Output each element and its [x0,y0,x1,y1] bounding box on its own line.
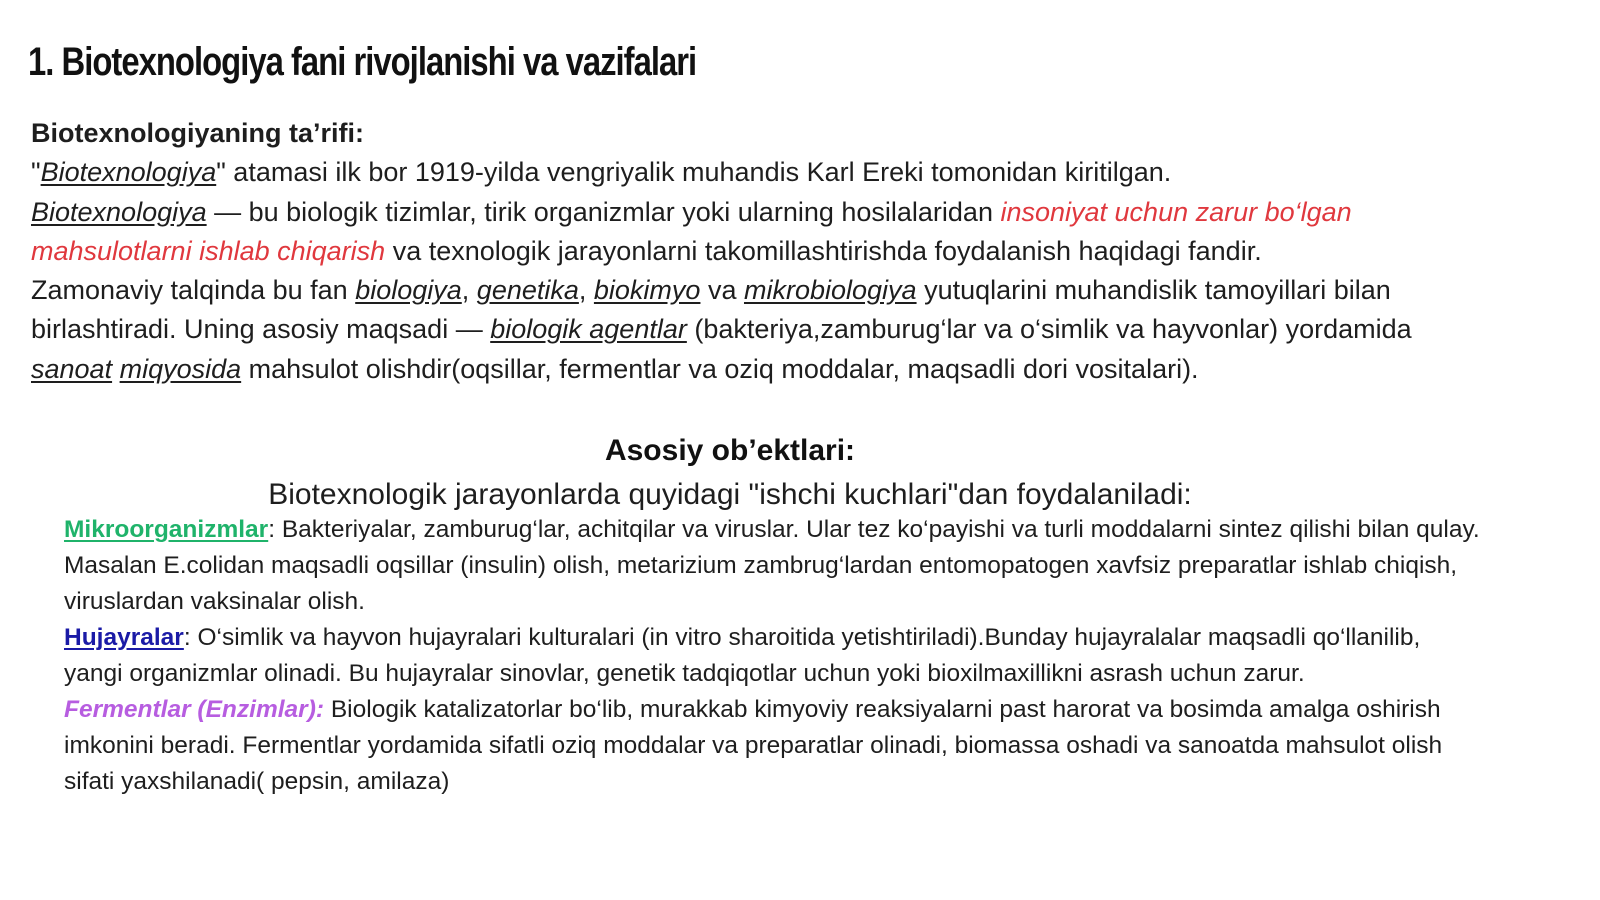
term-miqyosida: miqyosida [119,353,242,384]
object-description: Biologik katalizatorlar bo‘lib, murakkab kimyoviy reaksiyalarni past harorat va bosimda amalga oshirish imkonini beradi. Fermentlar yordamida sifatli oziq moddalar va preparatlar olinadi, biomassa oshadi va sanoatda mahsulot olish sifati yaxshilanadi( pepsin, amilaza) [64,696,1443,795]
definition-text: mahsulot olishdir(oqsillar, fermentlar va oziq moddalar, maqsadli dori vositalari). [241,353,1199,384]
definition-paragraph-1 [31,153,1476,192]
separator: va [700,275,744,306]
term-sanoat: sanoat [31,353,113,384]
list-item [64,620,1484,692]
term-biokimyo: biokimyo [593,275,701,306]
definition-text: " atamasi ilk bor 1919-yilda vengriyalik muhandis Karl Ereki tomonidan kiritilgan. [216,157,1172,188]
list-item [64,692,1484,800]
definition-text: (bakteriya,zamburug‘lar va o‘simlik va hayvonlar) yordamida [686,314,1412,345]
separator: , [461,275,477,306]
definition-text: va texnologik jarayonlarni takomillashtirishda foydalanish haqidagi fandir. [385,235,1262,266]
separator: , [578,275,594,306]
term-mikrobiologiya: mikrobiologiya [743,275,917,306]
definition-text: yutuqlarini muhandislik tamoyillari bilan birlashtiradi. Uning asosiy maqsadi — [31,275,1391,345]
term-biologiya: biologiya [355,275,462,306]
separator [112,354,120,384]
slide-title: 1. Biotexnologiya fani rivojlanishi va vazifalari [28,40,697,84]
objects-intro: Biotexnologik jarayonlarda quyidagi "ishchi kuchlari"dan foydalaniladi: [268,478,1192,511]
definition-text: Zamonaviy talqinda bu fan [31,275,356,306]
objects-list [64,512,1484,800]
definition-paragraph-2 [31,193,1476,272]
definition-heading: Biotexnologiyaning ta’rifi: [31,118,365,148]
object-description: : O‘simlik va hayvon hujayralari kulturalari (in vitro sharoitida yetishtiriladi).Bunday hujayralalar maqsadli qo‘llanilib, yangi organizmlar olinadi. Bu hujayralar sinovlar, genetik tadqiqotlar uchun yoki bioxilmaxillikni asrash uchun zarur. [64,624,1421,687]
term-mikroorganizmlar: Mikroorganizmlar [64,516,269,543]
list-item [64,512,1484,620]
term-hujayralar: Hujayralar [64,624,184,651]
object-description: : Bakteriyalar, zamburug‘lar, achitqilar va viruslar. Ular tez ko‘payishi va turli moddalarni sintez qilishi bilan qulay. Masalan E.colidan maqsadli oqsillar (insulin) olish, metarizium zambrug‘lardan entomopatogen xavfsiz preparatlar ishlab chiqish, viruslardan vaksinalar olish. [64,516,1480,615]
quote-mark: " [31,157,41,188]
definition-section [31,114,1476,389]
definition-paragraph-3 [31,271,1476,389]
term-biotexnologiya: Biotexnologiya [40,157,217,188]
objects-heading: Asosiy ob’ektlari: [604,434,856,467]
definition-text: — bu biologik tizimlar, tirik organizmlar yoki ularning hosilalaridan [206,196,1001,227]
term-fermentlar: Fermentlar (Enzimlar): [64,696,325,723]
term-biotexnologiya: Biotexnologiya [31,196,207,227]
term-genetika: genetika [476,275,579,306]
term-biologik-agentlar: biologik agentlar [490,314,687,345]
highlighted-phrase: insoniyat uchun zarur bo‘lgan mahsulotlarni ishlab chiqarish [31,196,1352,266]
